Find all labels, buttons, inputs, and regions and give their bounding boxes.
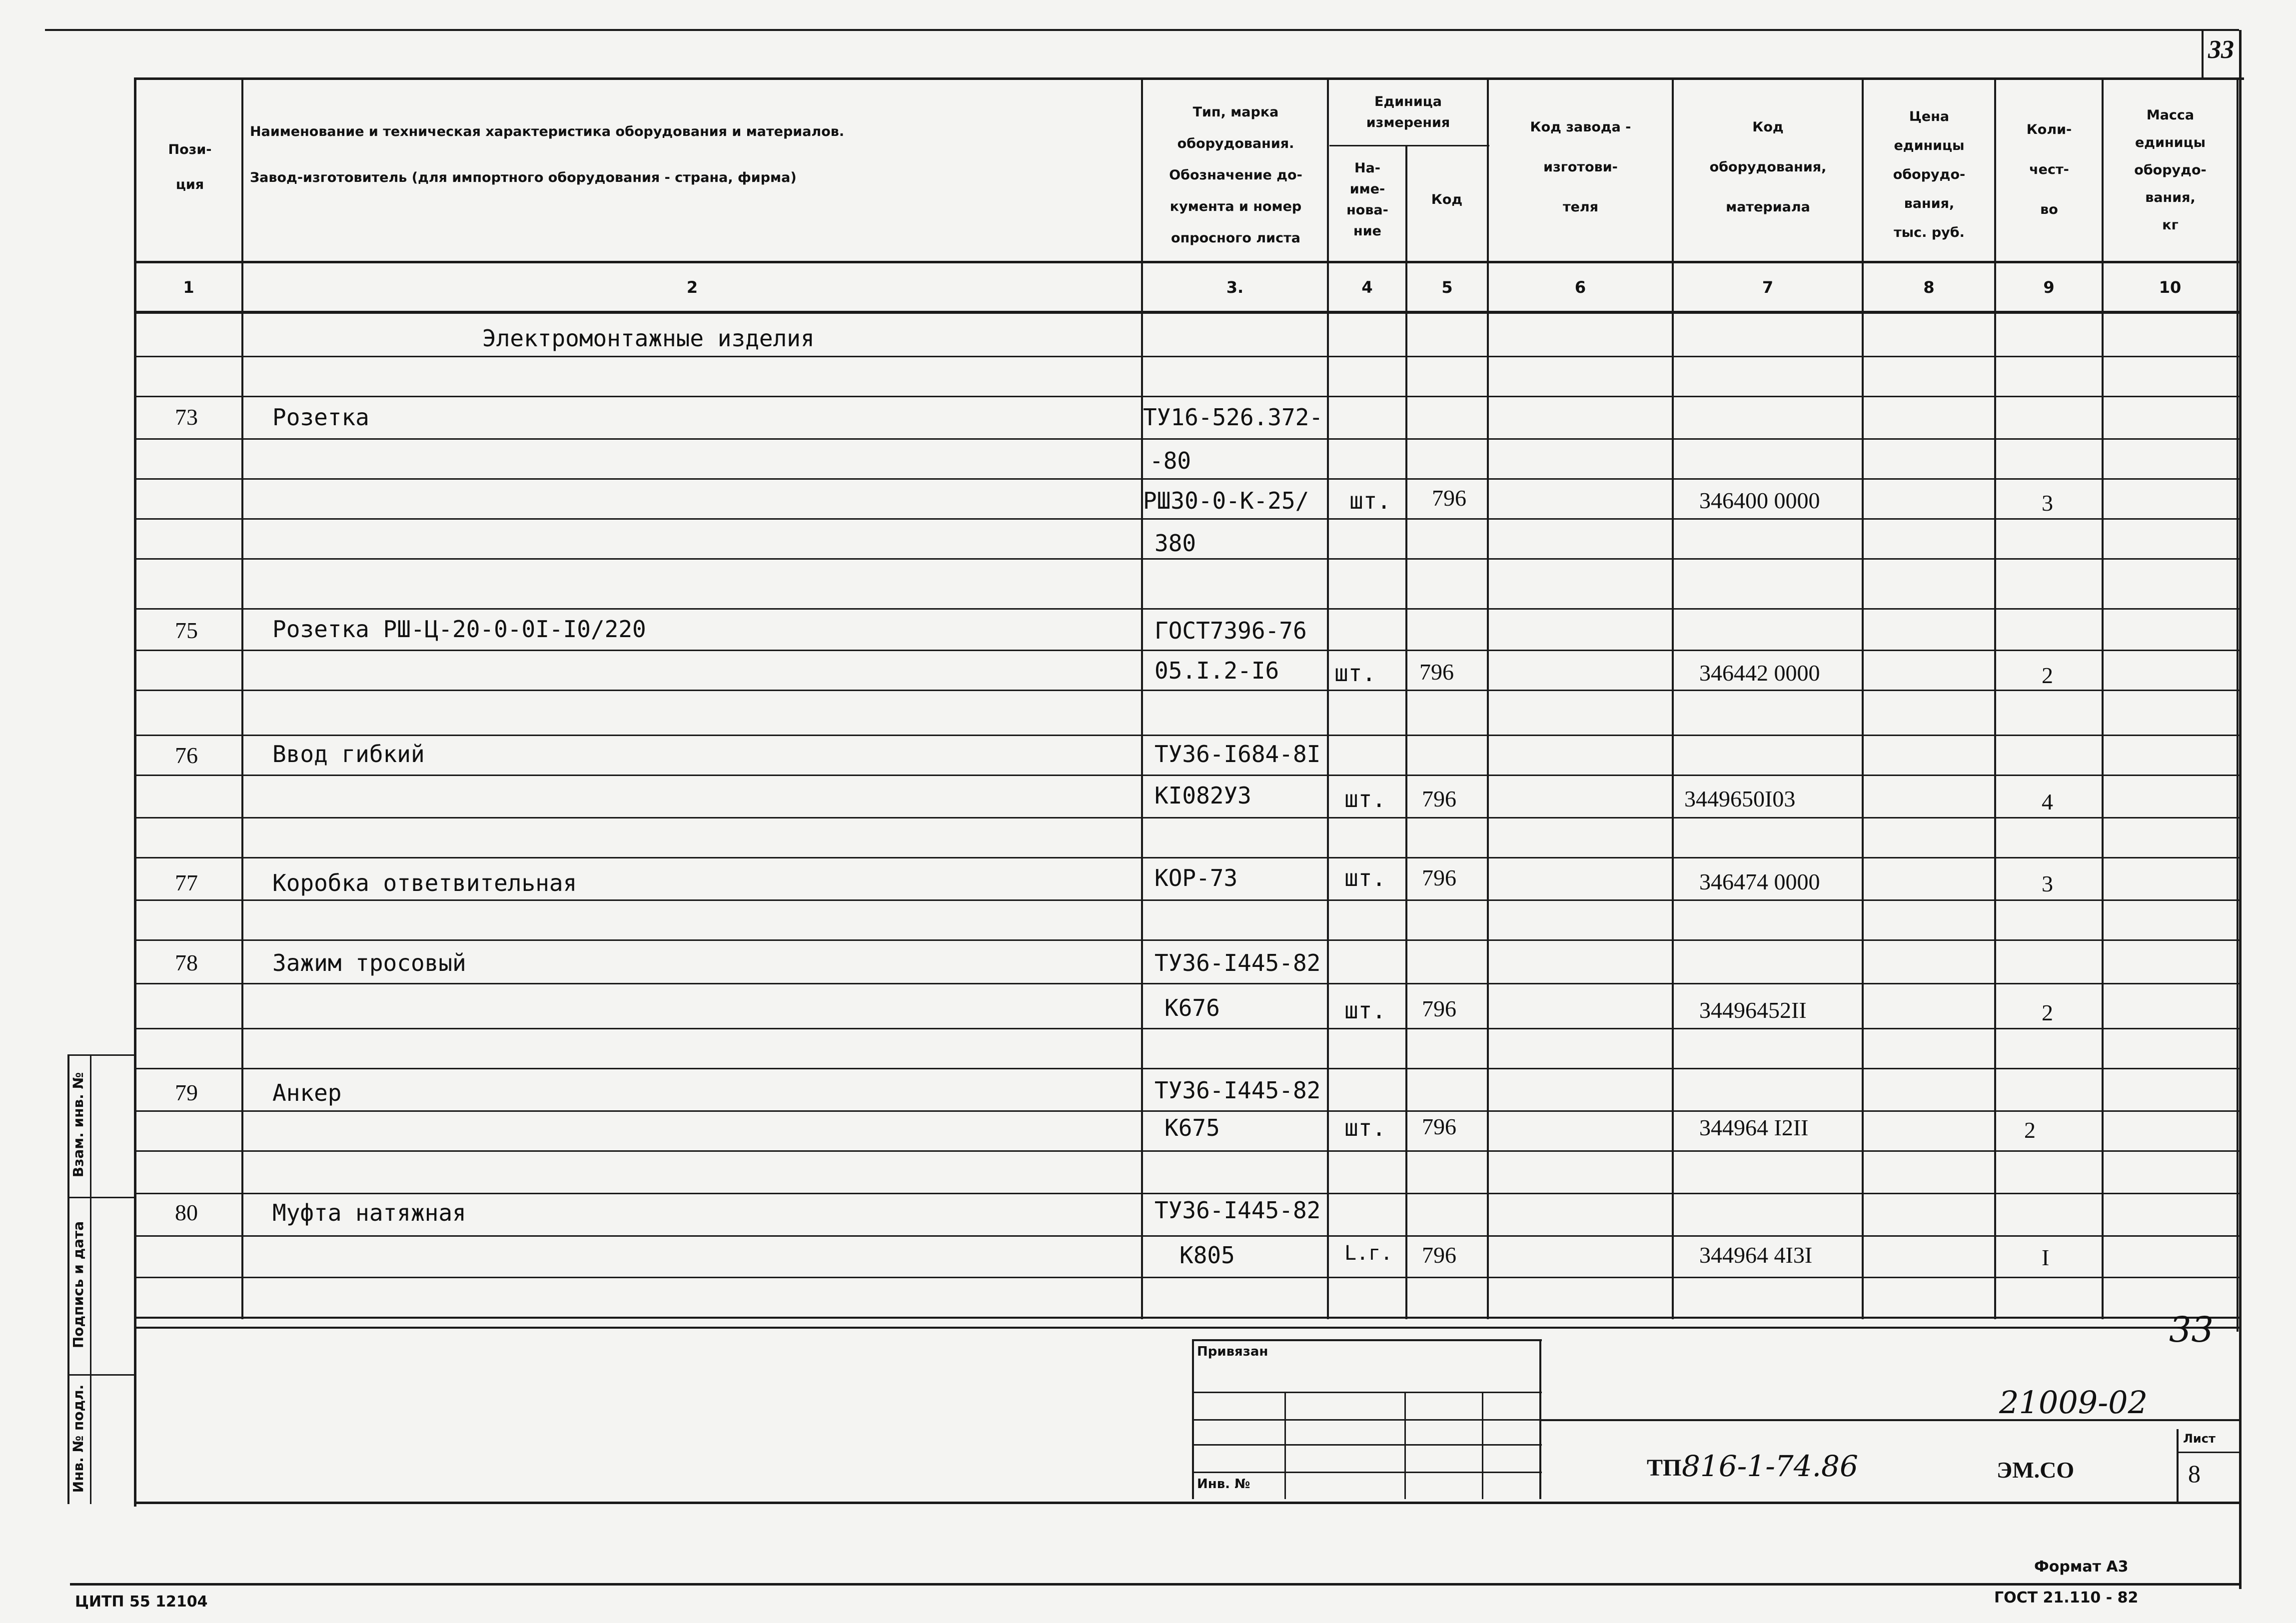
header-price: Цена единицы оборудо- вания, тыс. руб. bbox=[1893, 109, 1966, 240]
header-equip-code: Код оборудования, материала bbox=[1709, 119, 1827, 215]
item-unit: шт. bbox=[1344, 997, 1386, 1024]
item-position: 78 bbox=[175, 950, 198, 975]
item-type-line: К676 bbox=[1164, 994, 1220, 1021]
footer-gost: ГОСТ 21.110 - 82 bbox=[1994, 1589, 2139, 1607]
frame-bottom-border bbox=[70, 1583, 2242, 1586]
item-equip-code: 346474 0000 bbox=[1699, 869, 1820, 894]
item-type-line: ТУ36-I684-8I bbox=[1154, 741, 1321, 768]
item-type-line: 05.I.2-I6 bbox=[1154, 657, 1279, 684]
item-type-line: ТУ16-526.372- bbox=[1143, 404, 1323, 431]
item-unit-code: 796 bbox=[1422, 865, 1456, 890]
title-block-top bbox=[135, 1327, 2239, 1329]
item-position: 77 bbox=[175, 870, 198, 895]
item-type-line: ТУ36-I445-82 bbox=[1154, 949, 1321, 976]
colnum-2: 2 bbox=[686, 278, 698, 297]
item-equip-code: 346400 0000 bbox=[1699, 488, 1820, 513]
item-qty: 2 bbox=[2042, 1000, 2053, 1025]
colnum-3: 3. bbox=[1226, 278, 1244, 297]
colnum-bottom-line bbox=[135, 311, 2239, 314]
colnum-8: 8 bbox=[1923, 278, 1935, 297]
colnum-1: 1 bbox=[183, 278, 194, 297]
sheet-corner-number: 33 bbox=[2208, 35, 2234, 64]
item-equip-code: 344964 4I3I bbox=[1699, 1242, 1813, 1268]
item-unit: шт. bbox=[1344, 1114, 1386, 1141]
top-rule bbox=[45, 29, 2239, 31]
item-type-line: К805 bbox=[1179, 1242, 1235, 1269]
item-position: 73 bbox=[175, 404, 198, 430]
item-type-line: ГОСТ7396-76 bbox=[1154, 617, 1307, 644]
item-unit-code: 796 bbox=[1422, 996, 1456, 1021]
colnum-4: 4 bbox=[1361, 278, 1373, 297]
header-unit-code: Код bbox=[1431, 192, 1463, 207]
item-type-line: ТУ36-I445-82 bbox=[1154, 1077, 1321, 1104]
header-unit-name: На- име- нова- ние bbox=[1346, 160, 1388, 239]
stamp-inv-podl: Инв. № подл. bbox=[70, 1384, 86, 1493]
colnum-7: 7 bbox=[1762, 278, 1774, 297]
item-type-line: КОР-73 bbox=[1154, 864, 1238, 891]
inv-no-label: Инв. № bbox=[1197, 1477, 1250, 1492]
item-equip-code: 3449650I03 bbox=[1684, 786, 1796, 812]
header-position: Пози- ция bbox=[168, 142, 212, 192]
footer-format: Формат А3 bbox=[2034, 1558, 2129, 1576]
item-unit: шт. bbox=[1344, 864, 1386, 891]
colnum-5: 5 bbox=[1441, 278, 1453, 297]
item-name: Муфта натяжная bbox=[272, 1199, 466, 1226]
item-qty: 3 bbox=[2042, 871, 2053, 896]
doc-number: 816-1-74.86 bbox=[1682, 1449, 1858, 1483]
item-qty: 2 bbox=[2042, 663, 2053, 688]
header-type: Тип, марка оборудования. Обозначение до- кумента и номер опросного листа bbox=[1169, 104, 1302, 246]
header-maker-code: Код завода - изготови- теля bbox=[1530, 119, 1631, 215]
item-unit-code: 796 bbox=[1422, 1114, 1456, 1139]
privyazan-label: Привязан bbox=[1197, 1344, 1268, 1359]
item-name: Анкер bbox=[272, 1079, 342, 1106]
item-qty: 4 bbox=[2042, 789, 2053, 814]
item-unit: шт. bbox=[1349, 487, 1391, 514]
list-label: Лист bbox=[2183, 1432, 2216, 1446]
item-unit-code: 796 bbox=[1419, 659, 1454, 685]
item-type-line: 380 bbox=[1154, 530, 1196, 557]
colnum-10: 10 bbox=[2159, 278, 2182, 297]
stamp-vzam-inv: Взам. инв. № bbox=[70, 1072, 86, 1178]
item-equip-code: 34496452II bbox=[1699, 997, 1807, 1023]
item-type-line: К675 bbox=[1164, 1114, 1220, 1141]
item-equip-code: 346442 0000 bbox=[1699, 660, 1820, 686]
item-type-line: ТУ36-I445-82 bbox=[1154, 1197, 1321, 1224]
item-unit-code: 796 bbox=[1422, 1242, 1456, 1268]
table-right-inner bbox=[2237, 77, 2239, 1332]
item-qty: 3 bbox=[2042, 490, 2053, 516]
colnum-9: 9 bbox=[2043, 278, 2055, 297]
item-unit: L.г. bbox=[1344, 1242, 1393, 1265]
item-unit: шт. bbox=[1344, 786, 1386, 812]
handwritten-page-number: 33 bbox=[2169, 1309, 2214, 1350]
title-block-bottom bbox=[135, 1502, 2239, 1504]
item-position: 79 bbox=[175, 1080, 198, 1105]
header-qty: Коли- чест- во bbox=[2026, 122, 2072, 217]
item-position: 80 bbox=[175, 1200, 198, 1225]
header-bottom-line bbox=[135, 261, 2239, 263]
doc-number-prefix: ТП bbox=[1647, 1455, 1682, 1481]
stamp-signature-date: Подпись и дата bbox=[70, 1221, 86, 1349]
colnum-6: 6 bbox=[1574, 278, 1586, 297]
item-equip-code: 344964 I2II bbox=[1699, 1115, 1809, 1140]
table-bottom-line bbox=[135, 1317, 2239, 1319]
item-type-line: -80 bbox=[1149, 447, 1191, 474]
item-name: Розетка bbox=[272, 404, 369, 431]
item-name: Зажим тросовый bbox=[272, 949, 466, 976]
footer-left-code: ЦИТП 55 12104 bbox=[75, 1593, 208, 1611]
section-title: Электромонтажные изделия bbox=[482, 325, 815, 352]
item-name: Ввод гибкий bbox=[272, 741, 425, 768]
header-unit: Единица измерения bbox=[1366, 94, 1450, 130]
header-mass: Масса единицы оборудо- вания, кг bbox=[2134, 107, 2207, 233]
item-unit: шт. bbox=[1334, 660, 1376, 687]
handwritten-code: 21009-02 bbox=[1999, 1384, 2148, 1421]
item-position: 76 bbox=[175, 743, 198, 768]
item-type-line: KI082У3 bbox=[1154, 782, 1251, 809]
item-name: Коробка ответвительная bbox=[272, 869, 577, 896]
item-qty: 2 bbox=[2024, 1117, 2036, 1143]
item-qty: I bbox=[2042, 1245, 2050, 1270]
item-type-line: РШ30-0-К-25/ bbox=[1143, 487, 1309, 514]
item-name: Розетка РШ-Ц-20-0-0I-I0/220 bbox=[272, 616, 646, 643]
table-top-border bbox=[135, 77, 2244, 80]
item-unit-code: 796 bbox=[1432, 485, 1466, 511]
frame-right-border bbox=[2239, 30, 2242, 1589]
item-unit-code: 796 bbox=[1422, 786, 1456, 812]
header-name: Наименование и техническая характеристика оборудования и материалов. Завод-изготовитель (для импортного оборудования - страна, фирма) bbox=[250, 124, 845, 185]
doc-mark: ЭМ.СО bbox=[1997, 1457, 2075, 1483]
list-number: 8 bbox=[2188, 1460, 2201, 1488]
item-position: 75 bbox=[175, 618, 198, 643]
